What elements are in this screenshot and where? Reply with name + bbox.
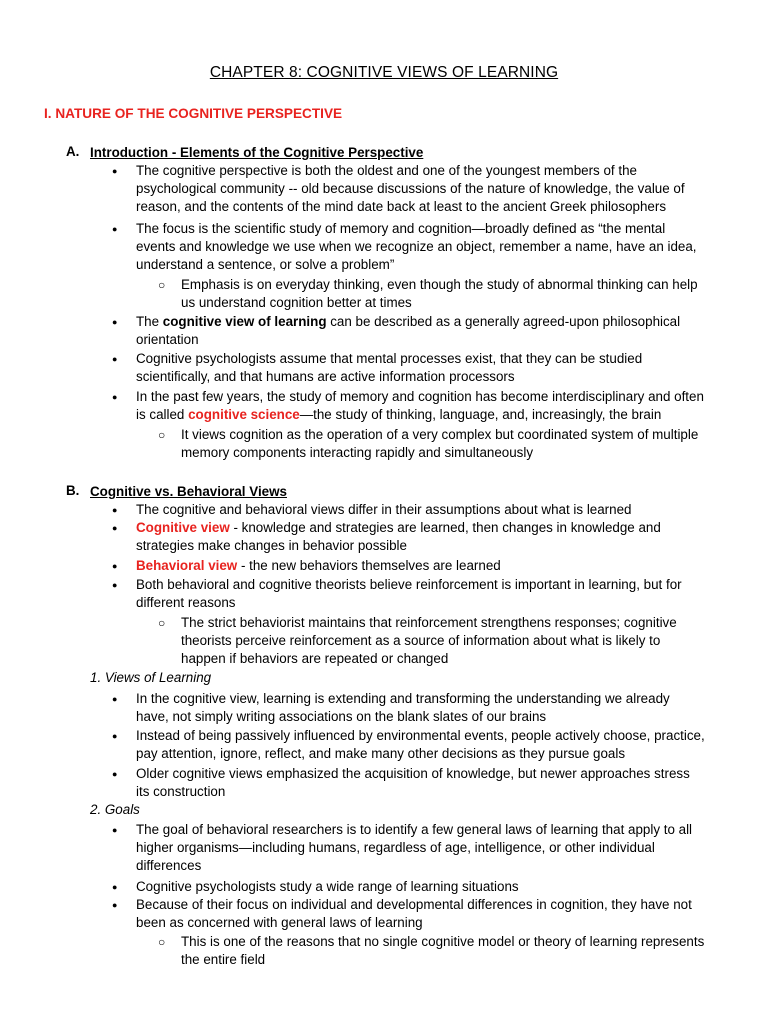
sub-list-item: ○ Emphasis is on everyday thinking, even though the study of abnormal thinking can help us understand cognition better at times [181, 276, 698, 312]
list-item: ● In the past few years, the study of memory and cognition has become interdisciplinary and often is called cognitive science—the study of thinking, language, and, increasingly, the brain [136, 388, 704, 424]
list-item: ● Both behavioral and cognitive theorists believe reinforcement is important in learning, but for different reasons [136, 576, 682, 612]
list-item: ● Instead of being passively influenced by environmental events, people actively choose, practice, pay attention, ignore, reflect, and make many other decisions as they pursue goals [136, 727, 705, 763]
views-of-learning-heading: 1. Views of Learning [90, 670, 212, 685]
list-item: ● The goal of behavioral researchers is to identify a few general laws of learning that apply to all higher organisms—including humans, regardless of age, intelligence, or other individual differences [136, 821, 692, 875]
sub-list-item: ○ The strict behaviorist maintains that reinforcement strengthens responses; cognitive theorists perceive reinforcement as a source of information about what is likely to happen if behaviors are repeated or changed [181, 614, 677, 668]
goals-heading: 2. Goals [90, 802, 140, 817]
subsection-a-heading: Introduction - Elements of the Cognitive Perspective [90, 145, 424, 160]
list-item: ● In the cognitive view, learning is extending and transforming the understanding we already have, not simply writing associations on the blank slates of our brains [136, 690, 670, 726]
list-item: ● The cognitive perspective is both the oldest and one of the youngest members of the psychological community -- old because discussions of the nature of knowledge, the value of reason, and the contents of the mind date back at least to the ancient Greek philosophers [136, 162, 685, 216]
list-item: ● The cognitive and behavioral views differ in their assumptions about what is learned [136, 501, 632, 519]
sub-list-item: ○ It views cognition as the operation of a very complex but coordinated system of multiple memory components interacting rapidly and simultaneously [181, 426, 698, 462]
subsection-b-heading: Cognitive vs. Behavioral Views [90, 484, 287, 499]
list-item: ● Because of their focus on individual and developmental differences in cognition, they have not been as concerned with general laws of learning [136, 896, 692, 932]
list-item: ● Behavioral view - the new behaviors themselves are learned [136, 557, 501, 575]
list-item: ● Cognitive psychologists study a wide range of learning situations [136, 878, 519, 896]
list-item: ● The focus is the scientific study of memory and cognition—broadly defined as “the mental events and knowledge we use when we recognize an object, remember a name, have an idea, understand a sentence, or solve a problem” [136, 220, 697, 274]
subsection-b-label: B. [66, 483, 80, 498]
subsection-a-label: A. [66, 144, 80, 159]
list-item: ● Cognitive view - knowledge and strategies are learned, then changes in knowledge and strategies make changes in behavior possible [136, 519, 661, 555]
list-item: ● Cognitive psychologists assume that mental processes exist, that they can be studied scientifically, and that humans are active information processors [136, 350, 642, 386]
chapter-title: CHAPTER 8: COGNITIVE VIEWS OF LEARNING [209, 64, 559, 81]
sub-list-item: ○ This is one of the reasons that no single cognitive model or theory of learning represents the entire field [181, 933, 704, 969]
list-item: ● The cognitive view of learning can be described as a generally agreed-upon philosophical orientation [136, 313, 680, 349]
list-item: ● Older cognitive views emphasized the acquisition of knowledge, but newer approaches stress its construction [136, 765, 690, 801]
section-heading: I. NATURE OF THE COGNITIVE PERSPECTIVE [44, 106, 343, 121]
